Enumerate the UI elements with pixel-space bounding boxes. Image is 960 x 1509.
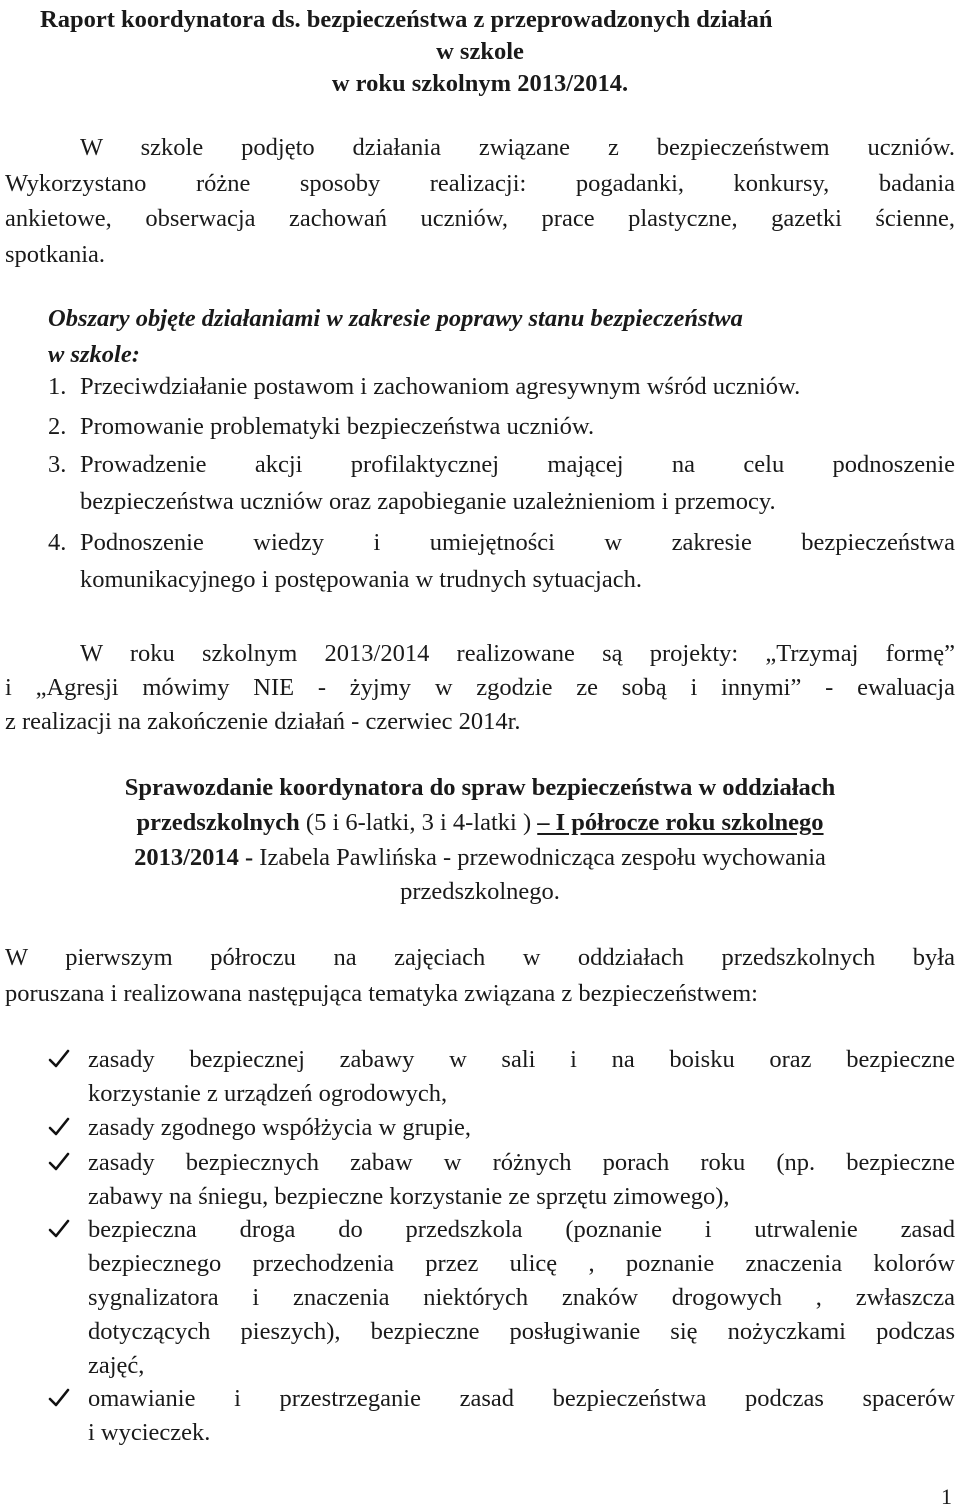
report-heading-line2: przedszkolnych (5 i 6-latki, 3 i 4-latki ) – I półrocze roku szkolnego [136, 809, 824, 836]
area-item-2-text: Promowanie problematyki bezpieczeństwa uczniów. [80, 413, 595, 440]
topic-item-5-line2: i wycieczek. [88, 1419, 211, 1446]
area-item-1-text: Przeciwdziałanie postawom i zachowaniom agresywnym wśród uczniów. [80, 373, 801, 400]
report-heading-line3: 2013/2014 - Izabela Pawlińska - przewodnicząca zespołu wychowania [134, 844, 826, 871]
checkmark-icon [48, 1151, 70, 1173]
topic-item-1-line2: korzystanie z urządzeń ogrodowych, [88, 1080, 448, 1107]
intro-line2: Wykorzystano różne sposoby realizacji: pogadanki, konkursy, badania [5, 170, 955, 197]
area-item-3-text-line1: Prowadzenie akcji profilaktycznej mającej na celu podnoszenie [80, 451, 955, 478]
topic-item-4-line5: zajęć, [88, 1352, 145, 1379]
first-half-line2: poruszana i realizowana następująca tematyka związana z bezpieczeństwem: [5, 980, 758, 1007]
report-heading-line1: Sprawozdanie koordynatora do spraw bezpieczeństwa w oddziałach [124, 774, 836, 801]
checkmark-icon [48, 1218, 70, 1240]
checkmark-icon [48, 1387, 70, 1409]
projects-line2: i „Agresji mówimy NIE - żyjmy w zgodzie ze sobą i innymi” - ewaluacja [5, 674, 955, 701]
first-half-line1: W pierwszym półroczu na zajęciach w oddziałach przedszkolnych była [5, 944, 955, 971]
page-number: 1 [941, 1484, 952, 1509]
area-item-3-text-line2: bezpieczeństwa uczniów oraz zapobieganie uzależnieniom i przemocy. [80, 488, 776, 515]
area-item-3-number: 3. [48, 451, 67, 478]
report-heading-line4: przedszkolnego. [400, 878, 560, 905]
topic-item-4-line1: bezpieczna droga do przedszkola (poznanie i utrwalenie zasad [88, 1216, 955, 1243]
intro-line1: W szkole podjęto działania związane z bezpieczeństwem uczniów. [80, 134, 955, 161]
area-item-4-text-line1: Podnoszenie wiedzy i umiejętności w zakresie bezpieczeństwa [80, 529, 955, 556]
area-item-1-number: 1. [48, 373, 67, 400]
checkmark-icon [48, 1116, 70, 1138]
topic-item-4-line2: bezpiecznego przechodzenia przez ulicę , poznanie znaczenia kolorów [88, 1250, 955, 1277]
area-item-4-number: 4. [48, 529, 67, 556]
topic-item-3-line1: zasady bezpiecznych zabaw w różnych porach roku (np. bezpieczne [88, 1149, 955, 1176]
topic-item-2-line1: zasady zgodnego współżycia w grupie, [88, 1114, 472, 1141]
areas-heading-line1: Obszary objęte działaniami w zakresie poprawy stanu bezpieczeństwa [48, 305, 743, 332]
document-title-line2: w szkole [436, 38, 524, 65]
topic-item-5-line1: omawianie i przestrzeganie zasad bezpieczeństwa podczas spacerów [88, 1385, 955, 1412]
intro-line4: spotkania. [5, 241, 106, 268]
area-item-2-number: 2. [48, 413, 67, 440]
topic-item-4-line4: dotyczących pieszych), bezpieczne posługiwanie się nożyczkami podczas [88, 1318, 955, 1345]
document-title-line1: Raport koordynatora ds. bezpieczeństwa z przeprowadzonych działań [40, 6, 773, 33]
projects-line3: z realizacji na zakończenie działań - czerwiec 2014r. [5, 708, 521, 735]
area-item-4-text-line2: komunikacyjnego i postępowania w trudnych sytuacjach. [80, 566, 642, 593]
topic-item-3-line2: zabawy na śniegu, bezpieczne korzystanie ze sprzętu zimowego), [88, 1183, 730, 1210]
document-title-line3: w roku szkolnym 2013/2014. [331, 70, 629, 97]
topic-item-4-line3: sygnalizatora i znaczenia niektórych znaków drogowych , zwłaszcza [88, 1284, 955, 1311]
areas-heading-line2: w szkole: [48, 341, 140, 368]
projects-line1: W roku szkolnym 2013/2014 realizowane są projekty: „Trzymaj formę” [80, 640, 955, 667]
topic-item-1-line1: zasady bezpiecznej zabawy w sali i na boisku oraz bezpieczne [88, 1046, 955, 1073]
intro-line3: ankietowe, obserwacja zachowań uczniów, prace plastyczne, gazetki ścienne, [5, 205, 955, 232]
checkmark-icon [48, 1048, 70, 1070]
